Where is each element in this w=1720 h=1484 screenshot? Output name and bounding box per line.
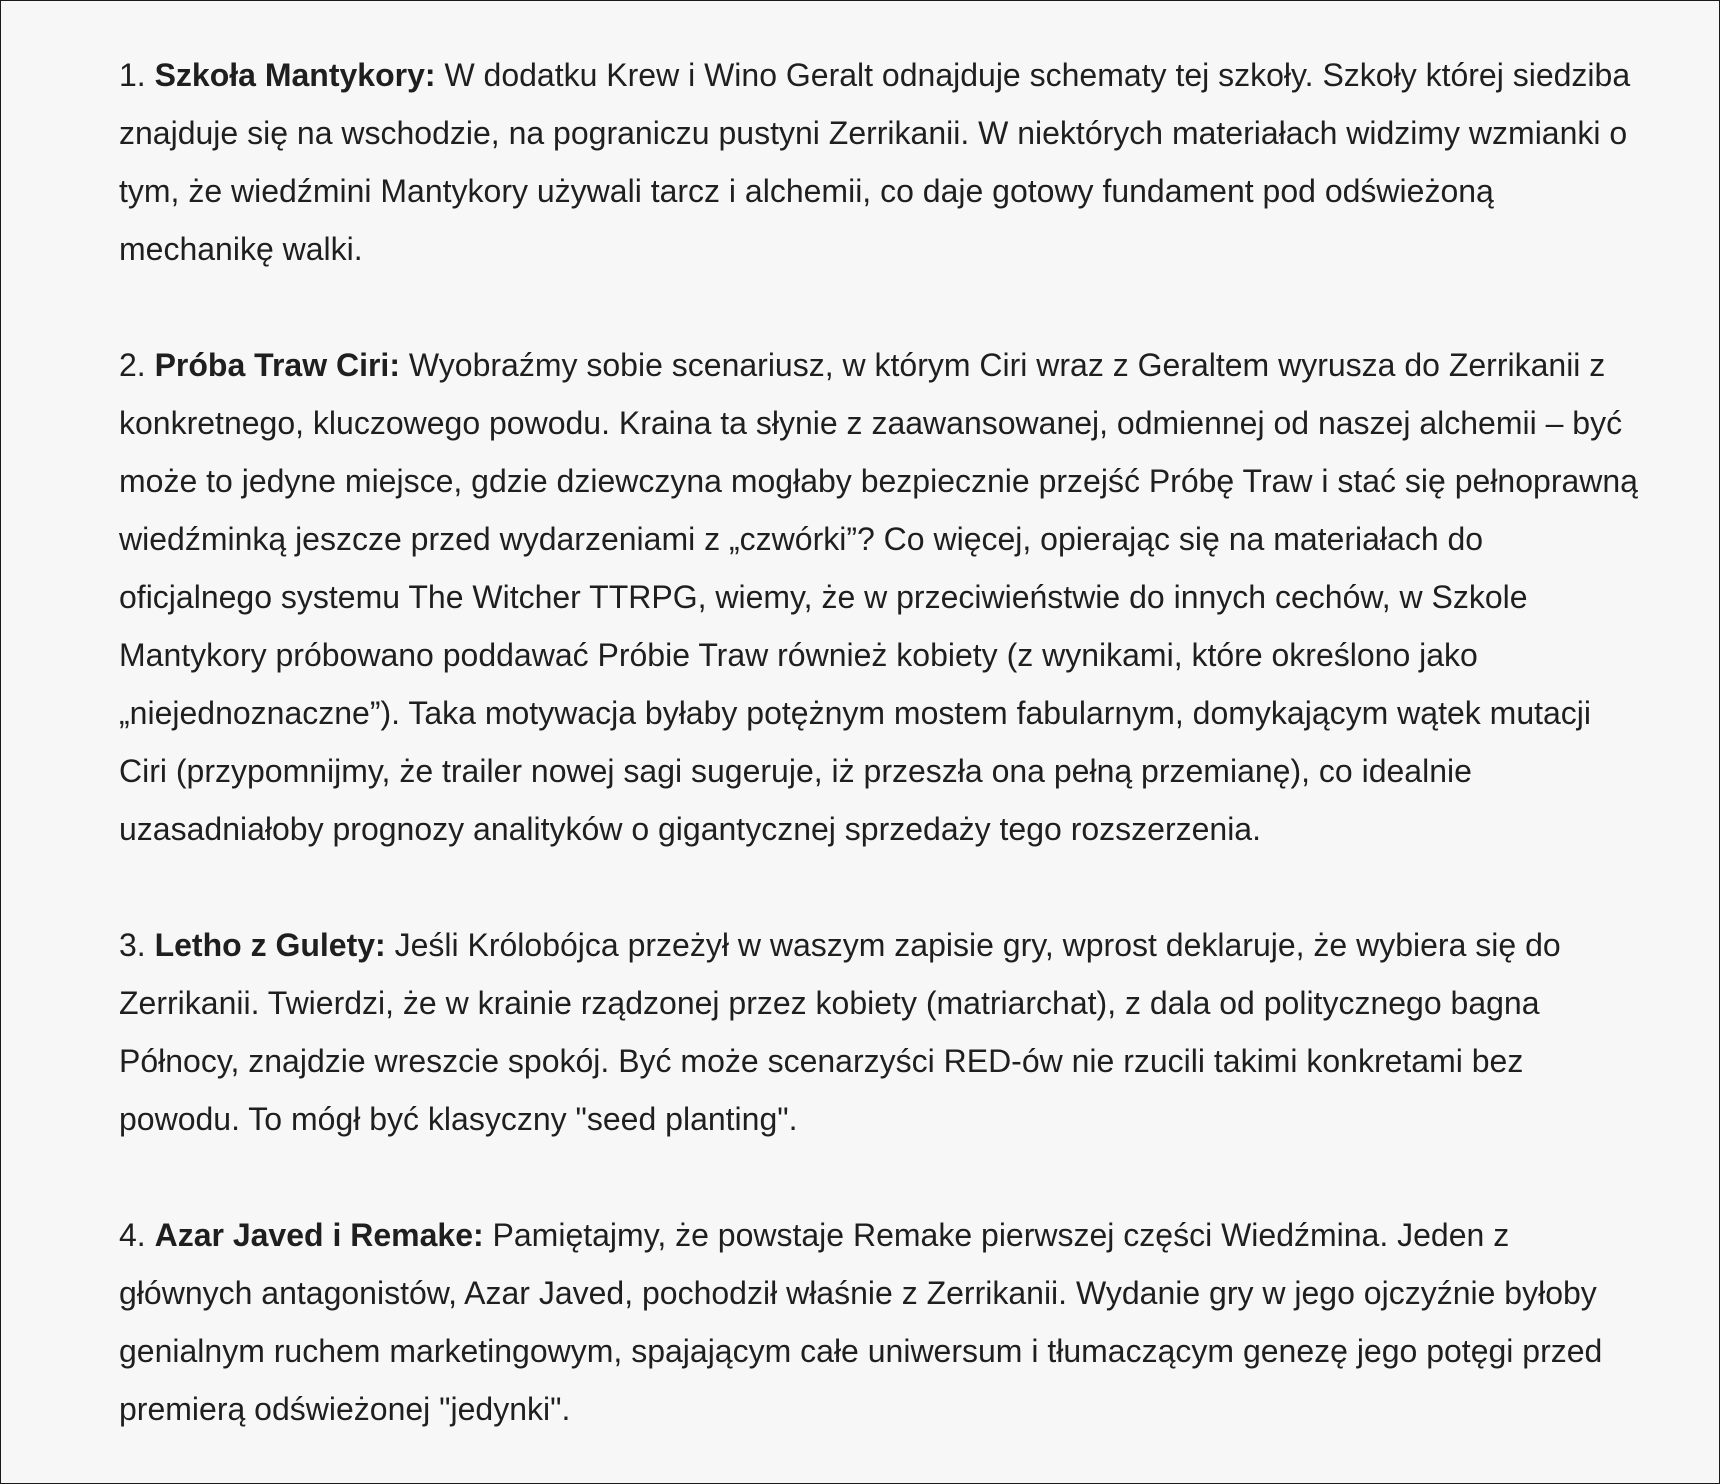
item-number: 3. — [119, 927, 146, 963]
item-text: W dodatku Krew i Wino Geralt odnajduje schematy tej szkoły. Szkoły której siedziba znajduje się na wschodzie, na pograniczu pustyni Zerrikanii. W niektórych materiałach widzimy wzmianki o tym, że wiedźmini Mantykory używali tarcz i alchemii, co daje gotowy fundament pod odświeżoną mechanikę walki. — [119, 57, 1631, 267]
item-title: Azar Javed i Remake: — [154, 1217, 484, 1253]
article-body — [119, 46, 1639, 1484]
list-item — [119, 916, 1639, 1148]
item-number: 4. — [119, 1217, 146, 1253]
item-number: 1. — [119, 57, 146, 93]
item-number: 2. — [119, 347, 146, 383]
item-text: Pamiętajmy, że powstaje Remake pierwszej części Wiedźmina. Jeden z głównych antagonistów, Azar Javed, pochodził właśnie z Zerrikanii. Wydanie gry w jego ojczyźnie byłoby genialnym ruchem marketingowym, spajającym całe uniwersum i tłumaczącym genezę jego potęgi przed premierą odświeżonej "jedynki". — [119, 1217, 1603, 1427]
item-title: Próba Traw Ciri: — [154, 347, 400, 383]
item-title: Szkoła Mantykory: — [154, 57, 436, 93]
list-item — [119, 46, 1639, 278]
list-item — [119, 1206, 1639, 1438]
list-item — [119, 336, 1639, 858]
item-title: Letho z Gulety: — [154, 927, 386, 963]
item-text: Wyobraźmy sobie scenariusz, w którym Ciri wraz z Geraltem wyrusza do Zerrikanii z konkretnego, kluczowego powodu. Kraina ta słynie z zaawansowanej, odmiennej od naszej alchemii – być może to jedyne miejsce, gdzie dziewczyna mogłaby bezpiecznie przejść Próbę Traw i stać się pełnoprawną wiedźminką jeszcze przed wydarzeniami z „czwórki”? Co więcej, opierając się na materiałach do oficjalnego systemu The Witcher TTRPG, wiemy, że w przeciwieństwie do innych cechów, w Szkole Mantykory próbowano poddawać Próbie Traw również kobiety (z wynikami, które określono jako „niejednoznaczne”). Taka motywacja byłaby potężnym mostem fabularnym, domykającym wątek mutacji Ciri (przypomnijmy, że trailer nowej sagi sugeruje, iż przeszła ona pełną przemianę), co idealnie uzasadniałoby prognozy analityków o gigantycznej sprzedaży tego rozszerzenia. — [119, 347, 1638, 847]
item-text: Jeśli Królobójca przeżył w waszym zapisie gry, wprost deklaruje, że wybiera się do Zerrikanii. Twierdzi, że w krainie rządzonej przez kobiety (matriarchat), z dala od politycznego bagna Północy, znajdzie wreszcie spokój. Być może scenarzyści RED-ów nie rzucili takimi konkretami bez powodu. To mógł być klasyczny "seed planting". — [119, 927, 1561, 1137]
